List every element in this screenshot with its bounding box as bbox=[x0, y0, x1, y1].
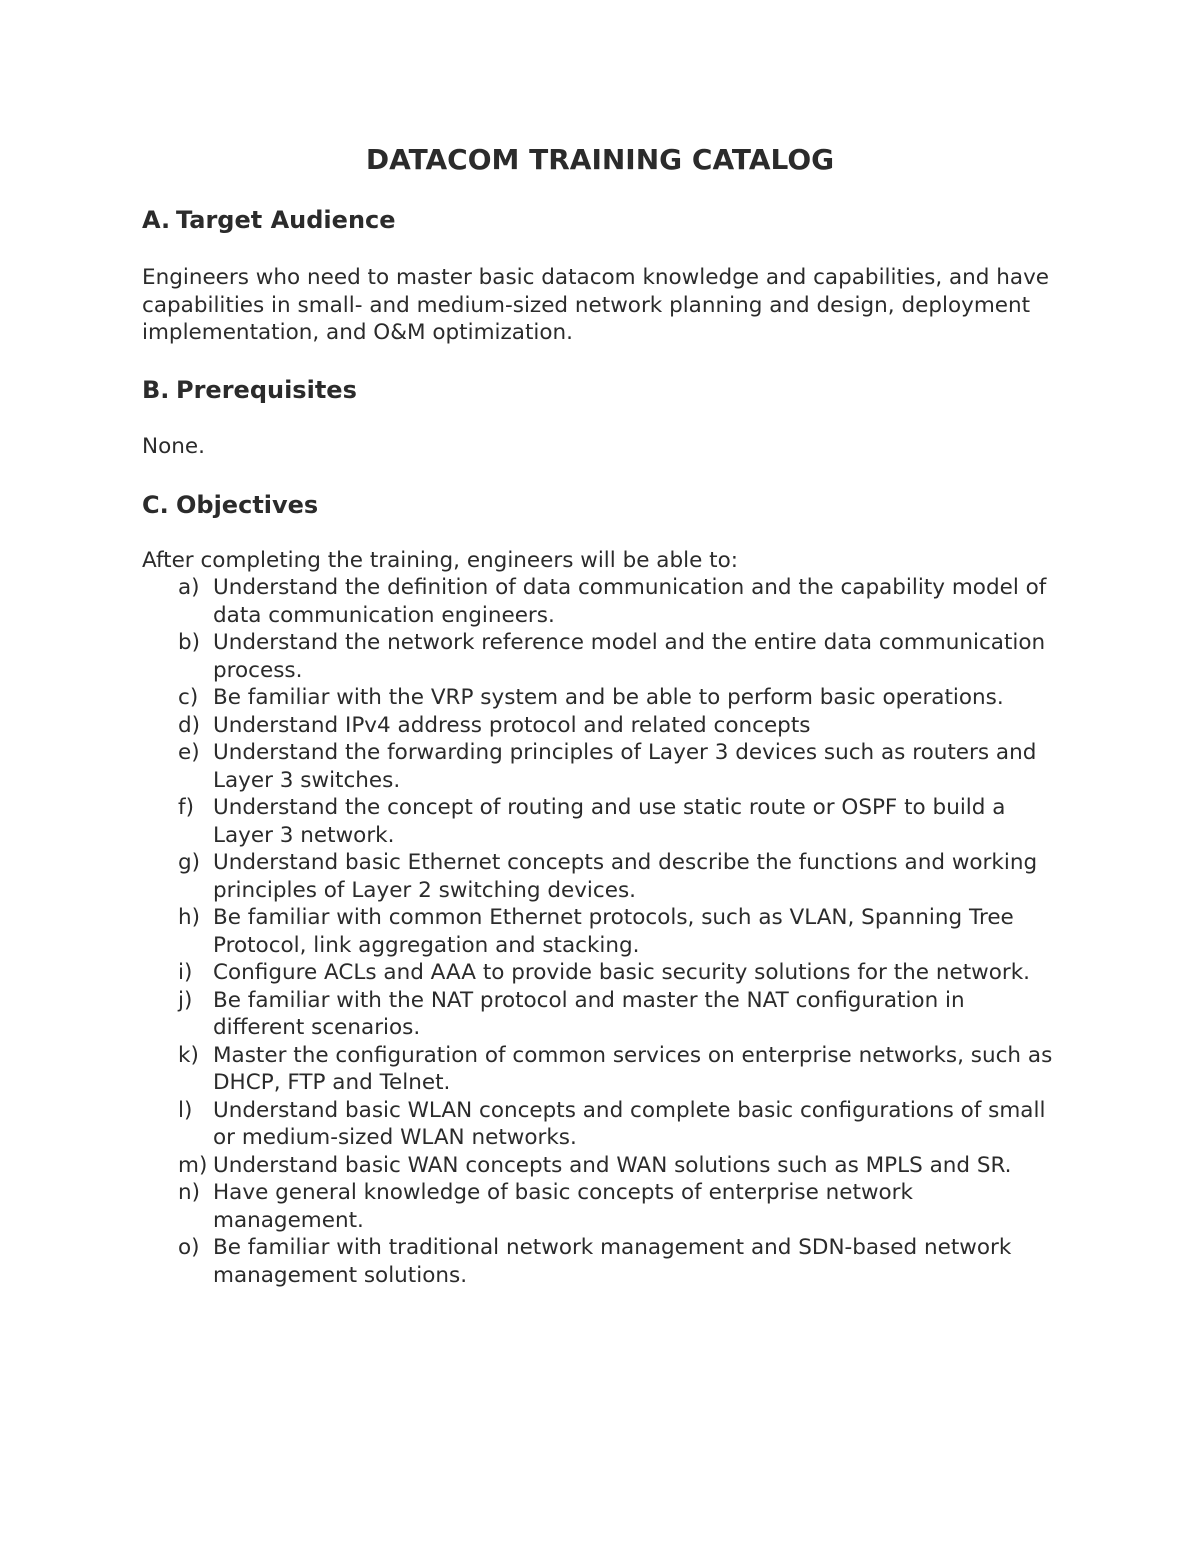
objective-item bbox=[142, 1152, 1062, 1180]
objective-item bbox=[142, 794, 1062, 849]
objective-text: Understand basic WLAN concepts and complete basic configurations of small or medium-sized WLAN networks. bbox=[213, 1097, 1046, 1150]
objective-item bbox=[142, 959, 1062, 987]
objective-label: k) bbox=[178, 1042, 199, 1068]
objective-text: Understand the concept of routing and use static route or OSPF to build a Layer 3 network. bbox=[213, 795, 1006, 848]
objectives-intro: After completing the training, engineers will be able to: bbox=[142, 548, 738, 573]
objective-label: i) bbox=[178, 960, 193, 985]
objective-text: Be familiar with the NAT protocol and master the NAT configuration in different scenarios. bbox=[213, 987, 965, 1040]
prerequisites-text: None. bbox=[142, 434, 205, 459]
objective-text: Configure ACLs and AAA to provide basic security solutions for the network. bbox=[213, 960, 1030, 985]
objective-text: Understand basic WAN concepts and WAN solutions such as MPLS and SR. bbox=[213, 1152, 1012, 1178]
objective-item bbox=[142, 684, 1062, 712]
objective-label: h) bbox=[178, 905, 201, 930]
objective-label: n) bbox=[178, 1180, 201, 1205]
objective-item bbox=[142, 1097, 1062, 1152]
objective-text: Have general knowledge of basic concepts of enterprise network management. bbox=[213, 1180, 913, 1233]
objective-label: b) bbox=[178, 630, 201, 655]
objective-item bbox=[142, 574, 1062, 629]
objective-label: f) bbox=[178, 795, 194, 820]
objective-label: l) bbox=[178, 1097, 193, 1123]
objective-label: j) bbox=[178, 987, 193, 1013]
objective-item bbox=[142, 712, 1062, 740]
objective-label: m) bbox=[178, 1152, 208, 1178]
objective-item bbox=[142, 1042, 1062, 1097]
objective-label: d) bbox=[178, 712, 201, 738]
objective-item bbox=[142, 987, 1062, 1042]
objective-item bbox=[142, 1179, 1062, 1234]
section-heading-objectives bbox=[142, 488, 318, 522]
objective-text: Be familiar with traditional network management and SDN-based network management solutions. bbox=[213, 1235, 1012, 1288]
objective-item bbox=[142, 629, 1062, 684]
objective-text: Understand basic Ethernet concepts and describe the functions and working principles of Layer 2 switching devices. bbox=[213, 850, 1038, 903]
objective-text: Be familiar with common Ethernet protocols, such as VLAN, Spanning Tree Protocol, link aggregation and stacking. bbox=[213, 905, 1014, 958]
document-title: DATACOM TRAINING CATALOG bbox=[365, 143, 835, 176]
objective-item bbox=[142, 1234, 1062, 1289]
section-letter: B. bbox=[142, 376, 170, 404]
objective-label: g) bbox=[178, 850, 201, 875]
objective-text: Understand the forwarding principles of Layer 3 devices such as routers and Layer 3 switches. bbox=[213, 740, 1037, 793]
section-heading-prerequisites bbox=[142, 373, 357, 407]
objective-item bbox=[142, 849, 1062, 904]
objective-label: c) bbox=[178, 685, 199, 710]
objectives-list bbox=[142, 574, 1062, 1289]
section-letter: A. bbox=[142, 206, 171, 234]
section-title: Objectives bbox=[176, 491, 319, 519]
section-title: Prerequisites bbox=[176, 376, 357, 404]
objective-label: a) bbox=[178, 575, 200, 600]
objective-label: e) bbox=[178, 740, 200, 765]
objective-text: Understand the network reference model and the entire data communication process. bbox=[213, 630, 1046, 683]
objective-item bbox=[142, 904, 1062, 959]
objective-item bbox=[142, 739, 1062, 794]
objective-text: Be familiar with the VRP system and be able to perform basic operations. bbox=[213, 685, 1004, 710]
objective-label: o) bbox=[178, 1235, 200, 1260]
section-title: Target Audience bbox=[176, 206, 396, 234]
objective-text: Master the configuration of common services on enterprise networks, such as DHCP, FTP and Telnet. bbox=[213, 1042, 1053, 1095]
section-heading-target-audience bbox=[142, 203, 396, 237]
target-audience-text: Engineers who need to master basic datacom knowledge and capabilities, and have capabilities in small- and medium-sized network planning and design, deployment implementation, and O&M optimization. bbox=[142, 265, 1050, 345]
objective-text: Understand the definition of data communication and the capability model of data communication engineers. bbox=[213, 575, 1047, 628]
section-letter: C. bbox=[142, 491, 169, 519]
objective-text: Understand IPv4 address protocol and related concepts bbox=[213, 712, 811, 738]
